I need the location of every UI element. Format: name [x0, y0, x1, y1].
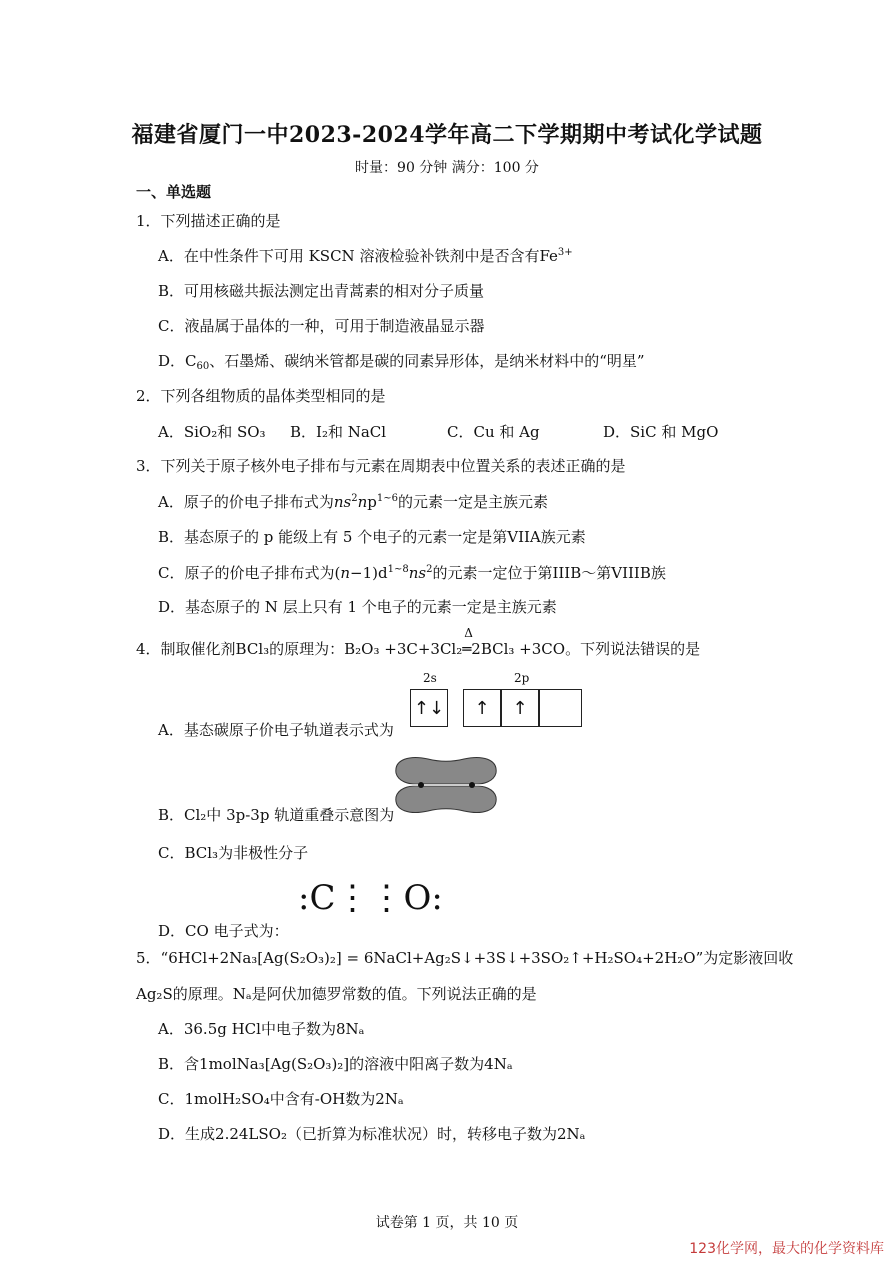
page-title: 福建省厦门一中2023-2024学年高二下学期期中考试化学试题	[131, 122, 763, 148]
co-lewis-structure: :C⋮⋮O:	[298, 878, 443, 918]
q1-option-d: D．$C_{60}$、石墨烯、碳纳米管都是碳的同素异形体，是纳米材料中的“明星”	[158, 352, 645, 372]
q4-option-b: B．Cl₂中 3p-3p 轨道重叠示意图为	[158, 806, 395, 824]
q3-option-d: D．基态原子的 N 层上只有 1 个电子的元素一定是主族元素	[158, 598, 557, 616]
watermark: 123化学网，最大的化学资料库	[689, 1241, 884, 1257]
q5-stem-line2: Ag₂S的原理。Nₐ是阿伏加德罗常数的值。下列说法正确的是	[136, 985, 537, 1003]
q5-stem-line1: 5．“6HCl+2Na₃[Ag(S₂O₃)₂] = 6NaCl+Ag₂S↓+3S↓+3SO₂↑+H₂SO₄+2H₂O”为定影液回收	[136, 949, 794, 967]
q1-stem: 1．下列描述正确的是	[136, 212, 281, 230]
q5-option-c: C．1molH₂SO₄中含有-OH数为2Nₐ	[158, 1090, 404, 1108]
orbital-overlap-diagram	[392, 753, 500, 817]
q3-stem: 3．下列关于原子核外电子排布与元素在周期表中位置关系的表述正确的是	[136, 457, 626, 475]
exam-info: 时量：90 分钟 满分：100 分	[355, 160, 539, 176]
orbital-2s-box: ↑↓	[410, 689, 448, 727]
q1-option-c: C．液晶属于晶体的一种，可用于制造液晶显示器	[158, 317, 485, 335]
q3-option-c: C．原子的价电子排布式为$(n-1)d^{1\sim 8}ns^2$的元素一定位于第IIIB～第VIIIB族	[158, 564, 666, 582]
q5-option-d: D．生成2.24LSO₂（已折算为标准状况）时，转移电子数为2Nₐ	[158, 1125, 586, 1143]
orbital-2p-box-2: ↑	[501, 689, 539, 727]
q3-option-a: A．原子的价电子排布式为$ns^2np^{1\sim 6}$的元素一定是主族元素	[158, 493, 548, 511]
q2-stem: 2．下列各组物质的晶体类型相同的是	[136, 387, 386, 405]
q5-option-a: A．36.5g HCl中电子数为8Nₐ	[158, 1020, 365, 1038]
section-heading: 一、单选题	[136, 183, 212, 201]
q4-option-c: C．BCl₃为非极性分子	[158, 844, 309, 862]
q2-option-b: B．I₂和 NaCl	[290, 423, 387, 441]
page-footer: 试卷第 1 页，共 10 页	[375, 1215, 519, 1231]
label-2s: 2s	[423, 671, 437, 685]
q2-option-c: C．Cu 和 Ag	[447, 423, 540, 441]
q4-option-a: A．基态碳原子价电子轨道表示式为	[158, 721, 394, 739]
q3-option-b: B．基态原子的 p 能级上有 5 个电子的元素一定是第VIIA族元素	[158, 528, 586, 546]
orbital-2p-box-3	[539, 689, 582, 727]
orbital-2p-box-1: ↑	[463, 689, 501, 727]
q4-option-d: D．CO 电子式为：	[158, 922, 289, 940]
q1-option-a: A．在中性条件下可用 KSCN 溶液检验补铁剂中是否含有$Fe^{3+}$	[158, 247, 573, 265]
q4-stem: 4．制取催化剂BCl₃的原理为：B₂O₃ +3C+3Cl₂ Δ ═2BCl₃ +3CO。下列说法错误的是	[136, 626, 701, 658]
q2-option-a: A．SiO₂和 SO₃	[158, 423, 266, 441]
label-2p: 2p	[514, 671, 530, 685]
q5-option-b: B．含1molNa₃[Ag(S₂O₃)₂]的溶液中阳离子数为4Nₐ	[158, 1055, 513, 1073]
q1-option-b: B．可用核磁共振法测定出青蒿素的相对分子质量	[158, 282, 485, 300]
q2-option-d: D．SiC 和 MgO	[603, 423, 719, 441]
